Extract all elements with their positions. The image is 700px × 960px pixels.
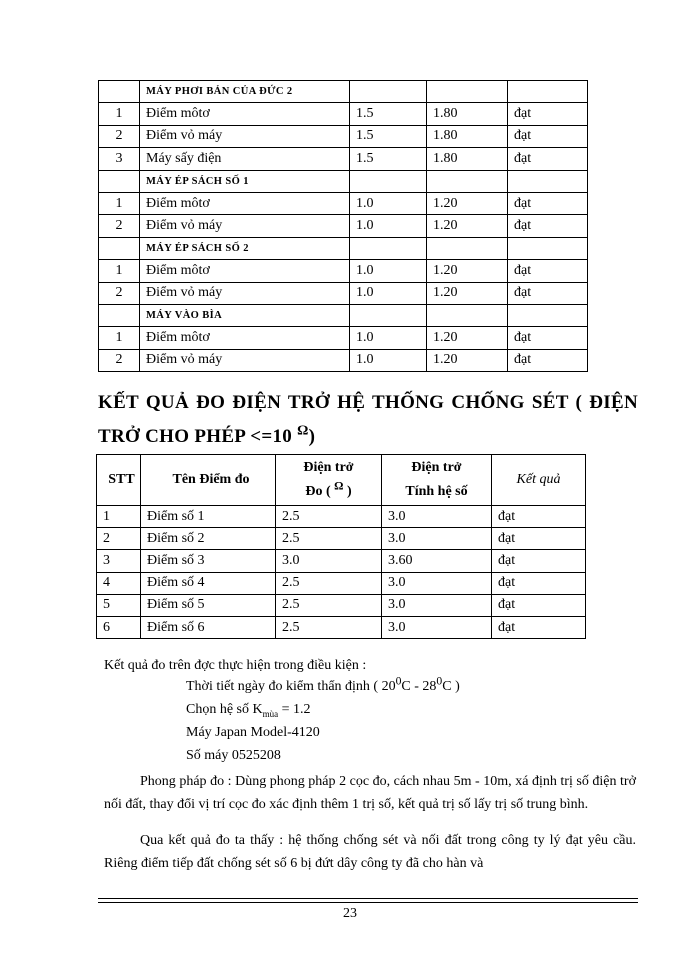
table-header-row	[97, 455, 586, 506]
table-row	[97, 550, 586, 572]
result-value: đạt	[508, 125, 588, 147]
point-name: Điểm số 2	[141, 528, 276, 550]
table-row	[99, 215, 588, 237]
measured-value: 1.0	[350, 327, 427, 349]
machine-name: MÁY PHƠI BẢN CỦA ĐỨC 2	[140, 81, 350, 103]
result-value: đạt	[508, 349, 588, 371]
point-name: Điểm số 4	[141, 572, 276, 594]
row-stt: 1	[99, 327, 140, 349]
measure-point: Điểm môtơ	[140, 260, 350, 282]
row-stt: 1	[97, 506, 141, 528]
table-row	[99, 327, 588, 349]
row-stt: 5	[97, 594, 141, 616]
row-stt: 2	[99, 349, 140, 371]
measured-value: 1.5	[350, 148, 427, 170]
machine-name: MÁY ÉP SÁCH SỐ 1	[140, 170, 350, 192]
measured-value: 2.5	[276, 594, 382, 616]
table-row	[97, 594, 586, 616]
table-row	[97, 506, 586, 528]
table-row	[97, 616, 586, 638]
omega-symbol: Ω	[297, 423, 309, 439]
result-value: đạt	[508, 282, 588, 304]
result-value: đạt	[508, 103, 588, 125]
row-stt: 3	[97, 550, 141, 572]
result-value: đạt	[508, 148, 588, 170]
measured-value: 1.0	[350, 192, 427, 214]
machine-name: MÁY VÀO BÌA	[140, 304, 350, 326]
coefficient-value: 1.80	[427, 125, 508, 147]
table-row	[99, 125, 588, 147]
section-title: KẾT QUẢ ĐO ĐIỆN TRỞ HỆ THỐNG CHỐNG SÉT ( ĐIỆN TRỞ CHO PHÉP <=10 $^\Omega$)	[98, 392, 638, 447]
coefficient-value: 1.20	[427, 349, 508, 371]
measure-point: Điểm môtơ	[140, 192, 350, 214]
machine-section-row	[99, 81, 588, 103]
coefficient-value: 1.20	[427, 260, 508, 282]
result-value: đạt	[508, 215, 588, 237]
measured-value: 1.0	[350, 282, 427, 304]
measure-point: Điểm vỏ máy	[140, 215, 350, 237]
machine-section-row	[99, 237, 588, 259]
calculated-value: 3.0	[382, 616, 492, 638]
result-value: đạt	[492, 528, 586, 550]
row-stt: 1	[99, 103, 140, 125]
condition-device-model: Máy Japan Model-4120	[186, 725, 320, 740]
coefficient-value: 1.80	[427, 103, 508, 125]
conditions-intro: Kết quả đo trên đợc thực hiện trong điều kiện :	[104, 658, 367, 673]
table-row	[99, 282, 588, 304]
table-row	[99, 103, 588, 125]
calculated-value: 3.60	[382, 550, 492, 572]
header-result: Kết quả	[492, 455, 586, 506]
coefficient-value: 1.20	[427, 215, 508, 237]
machine-section-row	[99, 170, 588, 192]
row-stt: 2	[99, 215, 140, 237]
measured-value: 2.5	[276, 528, 382, 550]
lightning-resistance-table	[96, 454, 586, 639]
result-value: đạt	[492, 550, 586, 572]
calculated-value: 3.0	[382, 594, 492, 616]
measured-value: 1.5	[350, 125, 427, 147]
table-row	[99, 148, 588, 170]
header-stt: STT	[97, 455, 141, 506]
condition-coefficient: Chọn hệ số $K_{mùa} = 1.2$	[186, 702, 311, 719]
measured-value: 3.0	[276, 550, 382, 572]
result-value: đạt	[508, 327, 588, 349]
point-name: Điểm số 6	[141, 616, 276, 638]
point-name: Điểm số 5	[141, 594, 276, 616]
measure-point: Điểm vỏ máy	[140, 349, 350, 371]
measured-value: 1.5	[350, 103, 427, 125]
measure-point: Điểm vỏ máy	[140, 125, 350, 147]
conclusion-paragraph: Qua kết quả đo ta thấy : hệ thống chống sét và nối đất trong công ty lý đạt yêu cầu. Riêng điểm tiếp đất chống sét số 6 bị đứt dây công ty đã cho hàn và	[104, 833, 636, 871]
measured-value: 2.5	[276, 616, 382, 638]
measured-value: 1.0	[350, 349, 427, 371]
row-stt: 2	[97, 528, 141, 550]
result-value: đạt	[508, 260, 588, 282]
measured-value: 1.0	[350, 215, 427, 237]
result-value: đạt	[492, 506, 586, 528]
machine-name: MÁY ÉP SÁCH SỐ 2	[140, 237, 350, 259]
point-name: Điểm số 1	[141, 506, 276, 528]
measure-point: Điểm môtơ	[140, 103, 350, 125]
table-row	[99, 349, 588, 371]
row-stt: 1	[99, 192, 140, 214]
method-paragraph: Phong pháp đo : Dùng phong pháp 2 cọc đo, cách nhau 5m - 10m, xá định trị số điện trở nối đất, thay đổi vị trí cọc đo xác định thêm 1 trị số, kết quả trị số lấy trị số trung bình.	[104, 774, 636, 812]
row-stt: 3	[99, 148, 140, 170]
header-measured: Điện trở Đo ( $^\Omega$ )	[276, 455, 382, 506]
row-stt: 1	[99, 260, 140, 282]
machine-section-row	[99, 304, 588, 326]
coefficient-value: 1.80	[427, 148, 508, 170]
header-calculated: Điện trở Tính hệ số	[382, 455, 492, 506]
measured-value: 1.0	[350, 260, 427, 282]
table-row	[97, 572, 586, 594]
machine-resistance-table	[98, 80, 588, 372]
page-number: 23	[343, 906, 357, 921]
omega-symbol: Ω	[334, 479, 344, 493]
calculated-value: 3.0	[382, 506, 492, 528]
condition-weather: Thời tiết ngày đo kiểm thẩn định ( $20^0C - 28^0C$ )	[186, 674, 460, 694]
measure-point: Điểm vỏ máy	[140, 282, 350, 304]
table-row	[99, 192, 588, 214]
coefficient-value: 1.20	[427, 327, 508, 349]
header-point-name: Tên Điểm đo	[141, 455, 276, 506]
result-value: đạt	[492, 616, 586, 638]
row-stt: 2	[99, 282, 140, 304]
result-value: đạt	[492, 594, 586, 616]
calculated-value: 3.0	[382, 528, 492, 550]
table-row	[99, 260, 588, 282]
coefficient-value: 1.20	[427, 282, 508, 304]
measure-point: Máy sấy điện	[140, 148, 350, 170]
calculated-value: 3.0	[382, 572, 492, 594]
measure-point: Điểm môtơ	[140, 327, 350, 349]
condition-device-serial: Số máy 0525208	[186, 748, 281, 763]
measured-value: 2.5	[276, 572, 382, 594]
row-stt: 2	[99, 125, 140, 147]
point-name: Điểm số 3	[141, 550, 276, 572]
coefficient-value: 1.20	[427, 192, 508, 214]
result-value: đạt	[508, 192, 588, 214]
footer-divider	[98, 898, 638, 903]
measured-value: 2.5	[276, 506, 382, 528]
row-stt: 6	[97, 616, 141, 638]
row-stt: 4	[97, 572, 141, 594]
result-value: đạt	[492, 572, 586, 594]
table-row	[97, 528, 586, 550]
